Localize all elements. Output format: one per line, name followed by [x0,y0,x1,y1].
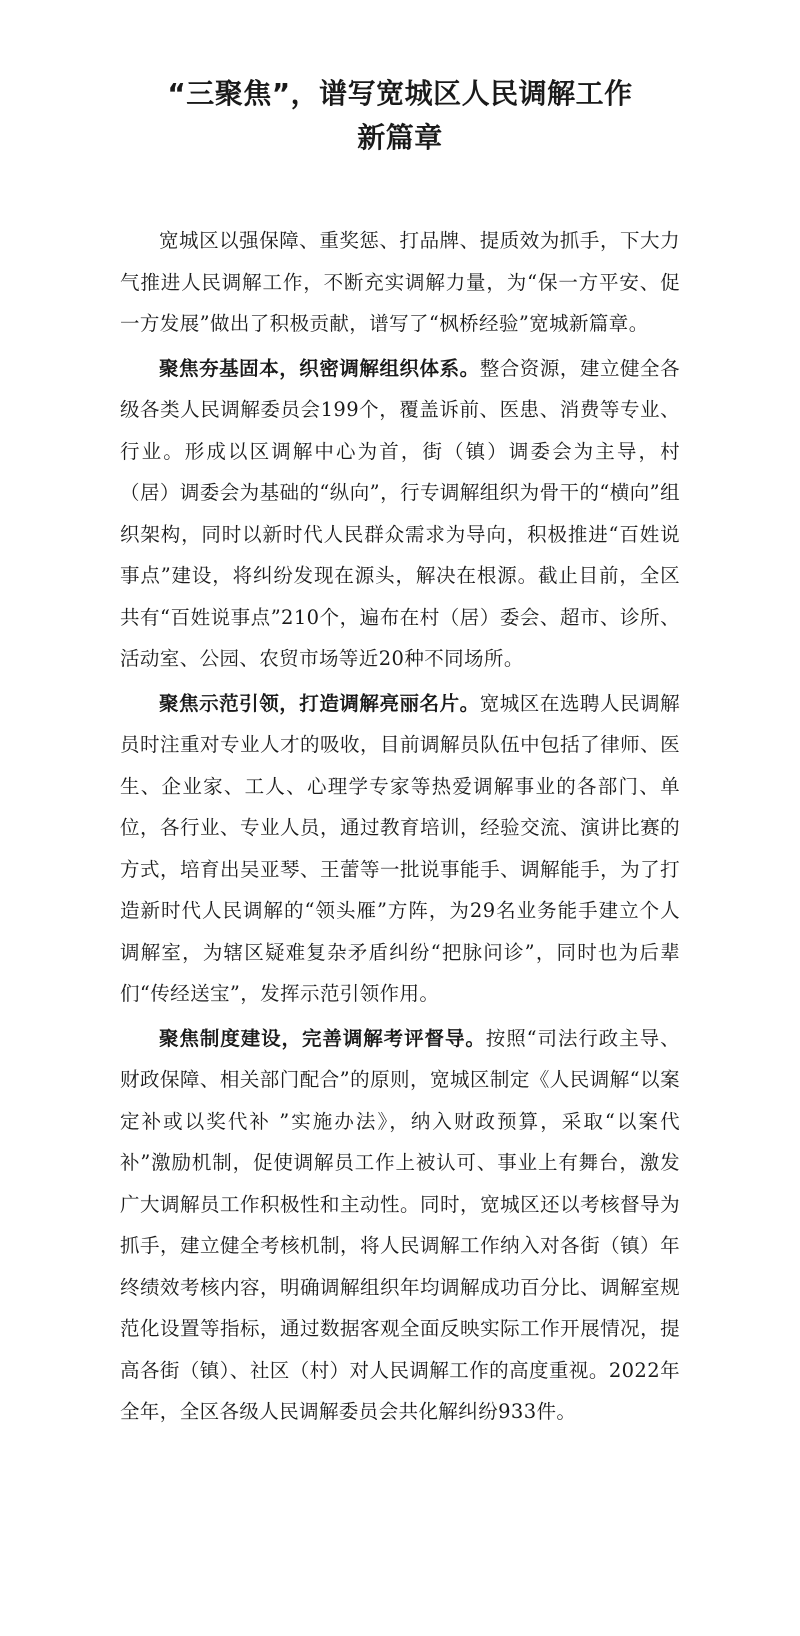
paragraph-lead: 聚焦示范引领，打造调解亮丽名片。 [159,691,480,715]
paragraph-intro [120,220,680,345]
paragraph-body: 整合资源，建立健全各级各类人民调解委员会199个，覆盖诉前、医患、消费等专业、行业。形成以区调解中心为首，街（镇）调委会为主导，村（居）调委会为基础的“纵向”，行专调解组织为骨干的“横向”组织架构，同时以新时代人民群众需求为导向，积极推进“百姓说事点”建设，将纠纷发现在源头，解决在根源。截止目前，全区共有“百姓说事点”210个，遍布在村（居）委会、超市、诊所、活动室、公园、农贸市场等近20种不同场所。 [120,356,680,670]
paragraph-body: 宽城区以强保障、重奖惩、打品牌、提质效为抓手，下大力气推进人民调解工作，不断充实调解力量，为“保一方平安、促一方发展”做出了积极贡献，谱写了“枫桥经验”宽城新篇章。 [120,229,680,335]
paragraph-system [120,1018,680,1433]
paragraph-demonstration [120,683,680,1015]
paragraph-body: 宽城区在选聘人民调解员时注重对专业人才的吸收，目前调解员队伍中包括了律师、医生、企业家、工人、心理学专家等热爱调解事业的各部门、单位，各行业、专业人员，通过教育培训，经验交流、演讲比赛的方式，培育出吴亚琴、王蕾等一批说事能手、调解能手，为了打造新时代人民调解的“领头雁”方阵，为29名业务能手建立个人调解室，为辖区疑难复杂矛盾纠纷“把脉问诊”，同时也为后辈们“传经送宝”，发挥示范引领作用。 [120,691,680,1005]
article [120,72,680,1436]
title-line-1: “三聚焦”，谱写宽城区人民调解工作 [167,77,633,110]
article-title [120,72,680,160]
title-line-2: 新篇章 [357,121,443,154]
paragraph-body: 按照“司法行政主导、财政保障、相关部门配合”的原则，宽城区制定《人民调解“以案定补或以奖代补 ”实施办法》，纳入财政预算，采取“以案代补”激励机制，促使调解员工作上被认可、事业上有舞台，激发广大调解员工作积极性和主动性。同时，宽城区还以考核督导为抓手，建立健全考核机制，将人民调解工作纳入对各街（镇）年终绩效考核内容，明确调解组织年均调解成功百分比、调解室规范化设置等指标，通过数据客观全面反映实际工作开展情况，提高各街（镇）、社区（村）对人民调解工作的高度重视。2022年全年，全区各级人民调解委员会共化解纠纷933件。 [120,1026,680,1423]
paragraph-organization [120,348,680,680]
paragraph-lead: 聚焦夯基固本，织密调解组织体系。 [159,356,480,380]
paragraph-lead: 聚焦制度建设，完善调解考评督导。 [159,1026,486,1050]
